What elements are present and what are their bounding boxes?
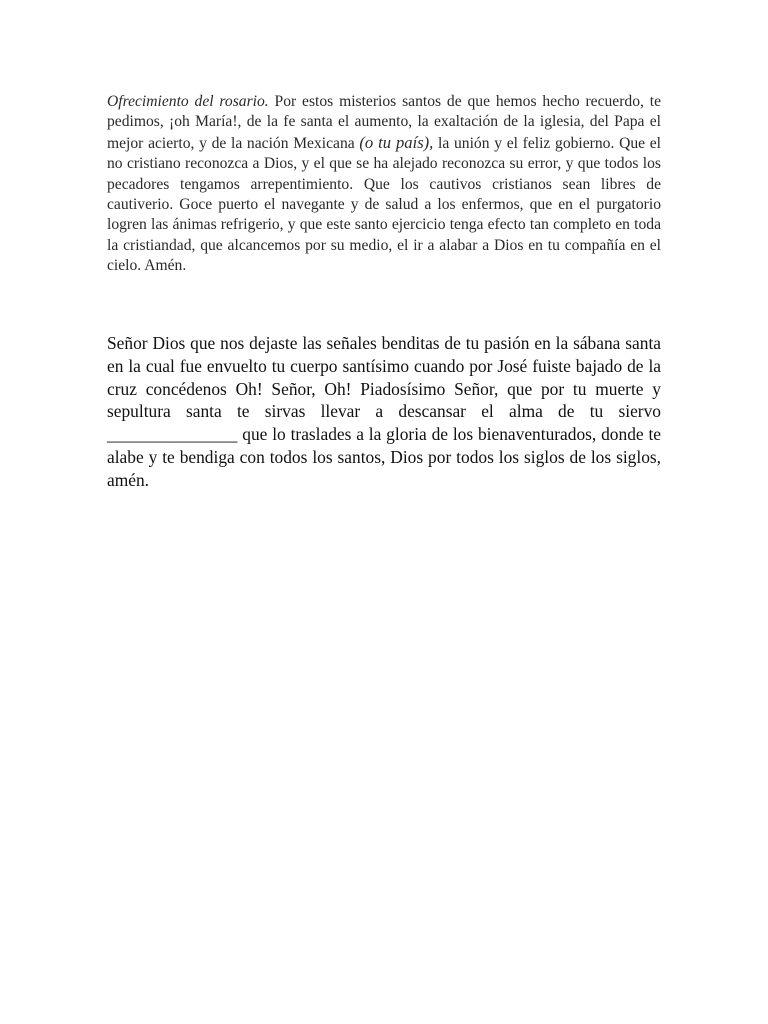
offering-text-part-2: la unión y el feliz gobierno. Que el no cristiano reconozca a Dios, y el que se ha alejado reconozca su error, y que todos los pecadores tengamos arrepentimiento. Que los cautivos cristianos sean libres de cautiverio. Goce puerto el navegante y de salud a los enfermos, que en el purgatorio logren las ánimas refrigerio, y que este santo ejercicio tenga efecto tan completo en toda la cristiandad, que alcancemos por su medio, el ir a alabar a Dios en tu compañía en el cielo. Amén.	[107, 134, 661, 275]
holy-shroud-prayer-paragraph: Señor Dios que nos dejaste las señales benditas de tu pasión en la sábana santa en la cual fue envuelto tu cuerpo santísimo cuando por José fuiste bajado de la cruz concédenos Oh! Señor, Oh! Piadosísimo Señor, que por tu muerte y sepultura santa te sirvas llevar a descansar el alma de tu siervo _______________ que lo traslades a la gloria de los bienaventurados, donde te alabe y te bendiga con todos los santos, Dios por todos los siglos de los siglos, amén.	[107, 333, 661, 490]
offering-text-part-1: Por estos misterios santos de que hemos hecho recuerdo, te pedimos, ¡oh María!, de la fe santa el aumento, la exaltación de la iglesia, del Papa el mejor acierto, y de la nación Mexicana	[107, 93, 661, 152]
rosary-offering-paragraph	[107, 92, 661, 277]
offering-heading: Ofrecimiento del rosario.	[107, 93, 269, 110]
country-note: (o tu país),	[359, 132, 434, 152]
